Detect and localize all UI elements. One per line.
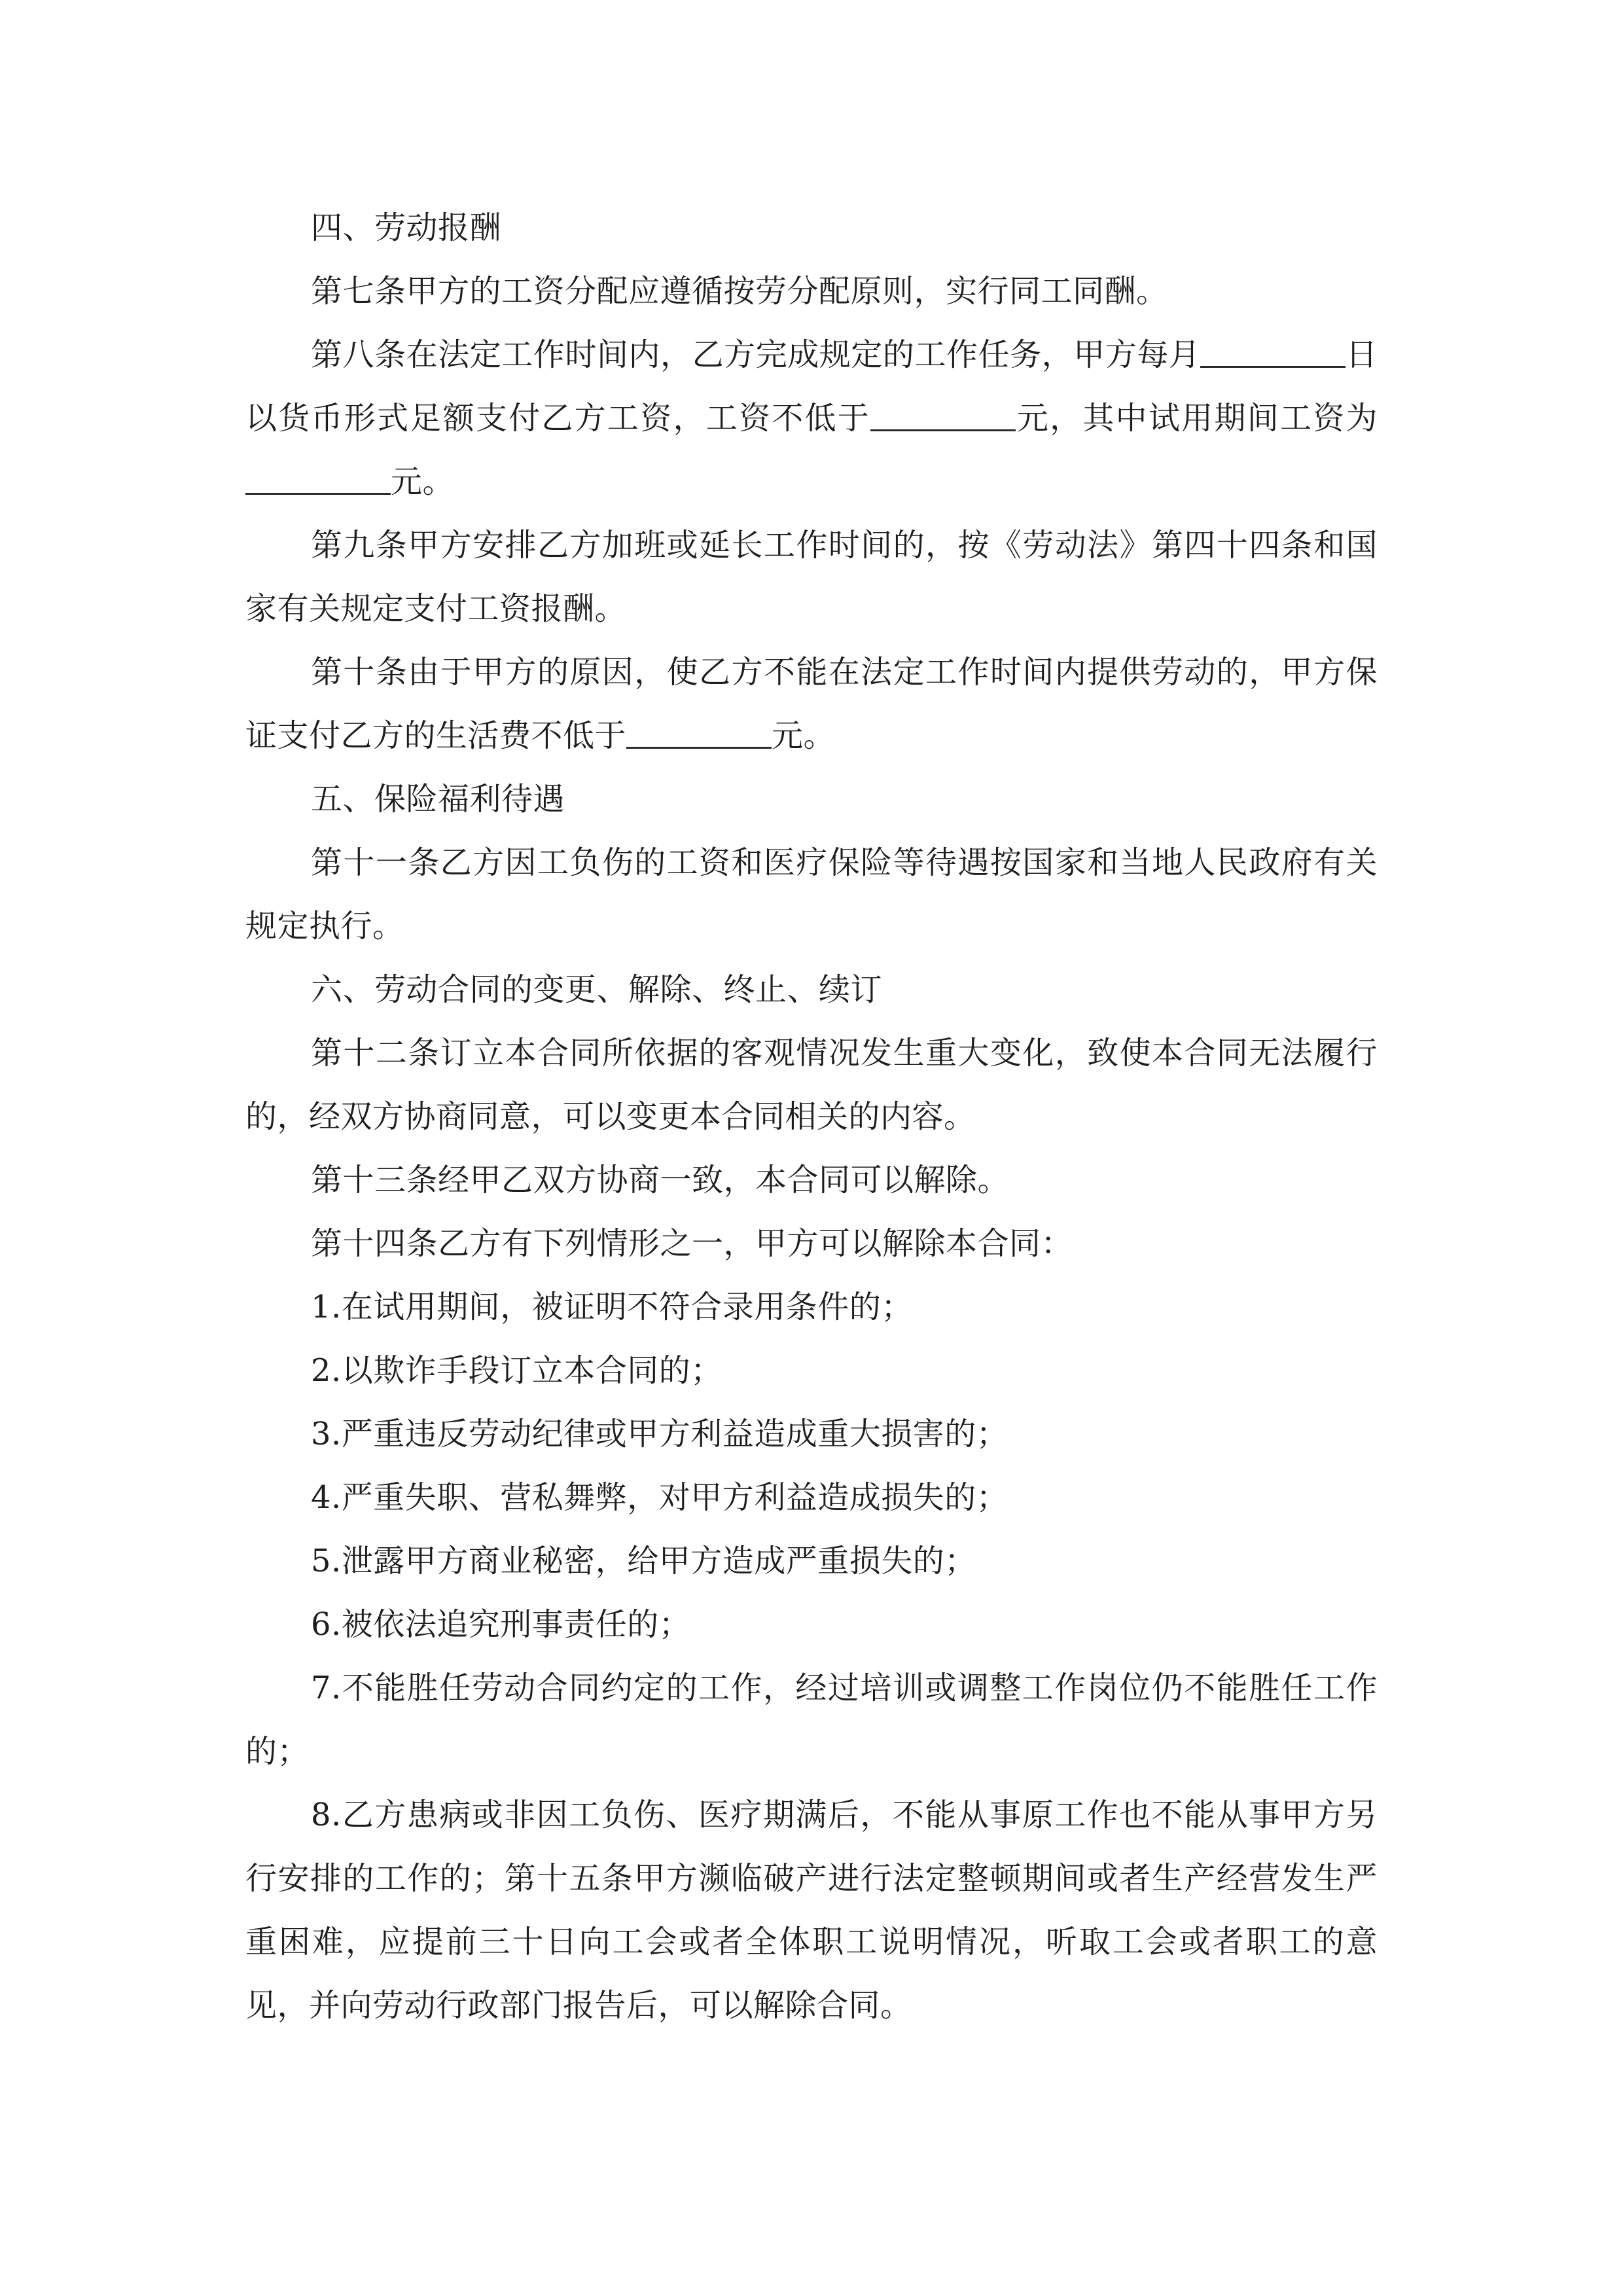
list-item-4: 4.严重失职、营私舞弊，对甲方利益造成损失的； <box>311 1479 1008 1516</box>
fill-in-blank-probation-wage <box>245 467 391 495</box>
article-9: 第九条甲方安排乙方加班或延长工作时间的，按《劳动法》第四十四条和国家有关规定支付工资报酬。 <box>245 527 1378 627</box>
fill-in-blank-living-allowance <box>626 721 772 749</box>
article-8 <box>245 323 1378 514</box>
article-12: 第十二条订立本合同所依据的客观情况发生重大变化，致使本合同无法履行的，经双方协商同意，可以变更本合同相关的内容。 <box>245 1035 1378 1135</box>
list-item-8: 8.乙方患病或非因工负伤、医疗期满后，不能从事原工作也不能从事甲方另行安排的工作的；第十五条甲方濒临破产进行法定整顿期间或者生产经营发生严重困难，应提前三十日向工会或者全体职工说明情况，听取工会或者职工的意见，并向劳动行政部门报告后，可以解除合同。 <box>245 1797 1378 2024</box>
list-item-1: 1.在试用期间，被证明不符合录用条件的； <box>311 1289 913 1325</box>
section-heading-labor-remuneration: 四、劳动报酬 <box>311 209 502 246</box>
article-8-part-1: 第八条在法定工作时间内，乙方完成规定的工作任务，甲方每月 <box>311 336 1201 373</box>
section-heading-contract-changes: 六、劳动合同的变更、解除、终止、续订 <box>311 971 883 1008</box>
article-10-part-1: 第十条由于甲方的原因，使乙方不能在法定工作时间内提供劳动的，甲方保证支付乙方的生活费不低于 <box>245 654 1378 754</box>
article-8-part-2: 日以货币形式足额支付乙方工资，工资不低于 <box>245 336 1378 437</box>
list-item-3: 3.严重违反劳动纪律或甲方利益造成重大损害的； <box>311 1416 1008 1452</box>
article-11: 第十一条乙方因工负伤的工资和医疗保险等待遇按国家和当地人民政府有关规定执行。 <box>245 844 1378 944</box>
list-item-6: 6.被依法追究刑事责任的； <box>311 1606 691 1643</box>
section-heading-insurance-welfare: 五、保险福利待遇 <box>311 781 565 817</box>
article-10-part-2: 元。 <box>772 717 836 754</box>
list-item-7: 7.不能胜任劳动合同约定的工作，经过培训或调整工作岗位仍不能胜任工作的； <box>245 1670 1378 1770</box>
fill-in-blank-minimum-wage <box>870 403 1016 431</box>
fill-in-blank-pay-day <box>1200 340 1346 368</box>
article-13: 第十三条经甲乙双方协商一致，本合同可以解除。 <box>311 1162 1010 1198</box>
list-item-5: 5.泄露甲方商业秘密，给甲方造成严重损失的； <box>311 1543 976 1579</box>
document-page <box>245 196 1378 2037</box>
list-item-2: 2.以欺诈手段订立本合同的； <box>311 1352 722 1389</box>
article-8-part-3: 元，其中试用期间工资为 <box>1016 400 1378 437</box>
article-10 <box>245 641 1378 768</box>
article-8-part-4: 元。 <box>391 463 455 500</box>
article-14: 第十四条乙方有下列情形之一，甲方可以解除本合同： <box>311 1225 1073 1262</box>
article-7: 第七条甲方的工资分配应遵循按劳分配原则，实行同工同酬。 <box>311 273 1168 310</box>
